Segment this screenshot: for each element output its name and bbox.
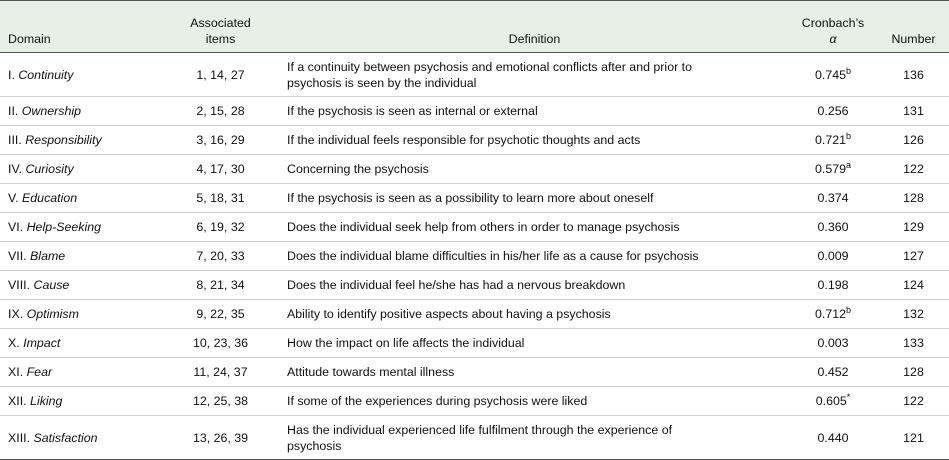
cell-definition xyxy=(273,213,796,242)
table-row xyxy=(0,271,949,300)
cell-definition xyxy=(273,329,796,358)
table-row xyxy=(0,358,949,387)
domain-numeral: VIII. xyxy=(8,278,31,292)
cell-definition xyxy=(273,242,796,271)
header-row xyxy=(0,1,949,53)
cell-cronbach-alpha xyxy=(796,329,870,358)
cell-domain xyxy=(0,416,168,460)
alpha-value: 0.452 xyxy=(817,365,849,379)
cell-number: 136 xyxy=(903,67,924,82)
cell-domain xyxy=(0,213,168,242)
cell-domain xyxy=(0,242,168,271)
alpha-value: 0.440 xyxy=(817,430,849,445)
cell-number: 122 xyxy=(903,394,924,408)
cell-associated-items: 12, 25, 38 xyxy=(192,394,249,408)
domain-numeral: V. xyxy=(8,191,19,205)
cell-number: 126 xyxy=(903,133,924,147)
definition-line: If the psychosis is seen as a possibility to learn more about oneself xyxy=(287,191,654,205)
cell-definition xyxy=(273,416,796,460)
cell-associated-items: 13, 26, 39 xyxy=(192,430,249,445)
cell-cronbach-alpha xyxy=(796,53,870,97)
cell-associated-items: 11, 24, 37 xyxy=(193,365,248,379)
header-cronbach-alpha: Cronbach’s α xyxy=(801,16,865,46)
cell-cronbach-alpha xyxy=(796,271,870,300)
cell-associated-items: 8, 21, 34 xyxy=(196,278,245,292)
cell-definition xyxy=(273,97,796,126)
domain-numeral: VII. xyxy=(8,249,27,263)
definition-line: Attitude towards mental illness xyxy=(287,365,455,379)
cell-definition xyxy=(273,387,796,416)
table-row xyxy=(0,300,949,329)
table-row xyxy=(0,53,949,97)
cell-cronbach-alpha xyxy=(796,213,870,242)
alpha-footnote-mark: b xyxy=(846,65,852,76)
cell-domain xyxy=(0,126,168,155)
cell-number: 122 xyxy=(903,162,924,176)
domain-name: Satisfaction xyxy=(33,430,98,445)
cell-cronbach-alpha xyxy=(796,126,870,155)
domain-numeral: XII. xyxy=(8,394,27,408)
alpha-footnote-mark: b xyxy=(846,131,852,141)
table-row xyxy=(0,329,949,358)
table-row xyxy=(0,387,949,416)
cell-definition xyxy=(273,184,796,213)
cell-definition xyxy=(273,300,796,329)
cell-domain xyxy=(0,358,168,387)
domain-numeral: VI. xyxy=(8,220,24,234)
cell-associated-items: 7, 20, 33 xyxy=(196,249,245,263)
domain-name: Cause xyxy=(33,278,70,292)
cell-associated-items: 6, 19, 32 xyxy=(196,220,245,234)
header-domain: Domain xyxy=(8,32,51,46)
cell-number: 127 xyxy=(903,249,924,263)
domain-name: Continuity xyxy=(18,67,74,82)
table-row xyxy=(0,97,949,126)
domain-name: Fear xyxy=(26,365,53,379)
domain-numeral: IX. xyxy=(8,307,24,321)
cell-associated-items: 2, 15, 28 xyxy=(196,104,245,118)
cell-cronbach-alpha xyxy=(796,416,870,460)
alpha-value: 0.009 xyxy=(817,249,849,263)
domain-name: Ownership xyxy=(21,104,82,118)
domain-name: Optimism xyxy=(26,307,79,321)
domain-numeral: IV. xyxy=(8,162,23,176)
cell-associated-items: 10, 23, 36 xyxy=(192,336,249,350)
alpha-value: 0.745 xyxy=(814,67,846,82)
domain-name: Impact xyxy=(23,336,61,350)
definition-line: Concerning the psychosis xyxy=(287,162,429,176)
cell-number: 124 xyxy=(903,278,924,292)
cell-associated-items: 4, 17, 30 xyxy=(196,162,245,176)
table-row xyxy=(0,416,949,460)
cell-domain xyxy=(0,155,168,184)
table-row xyxy=(0,184,949,213)
definition-line: psychosis xyxy=(287,438,342,453)
cell-cronbach-alpha xyxy=(796,155,870,184)
domain-name: Liking xyxy=(30,394,63,408)
table-row xyxy=(0,126,949,155)
cell-cronbach-alpha xyxy=(796,97,870,126)
cell-associated-items: 3, 16, 29 xyxy=(196,133,245,147)
domain-numeral: X. xyxy=(8,336,20,350)
alpha-footnote-mark: * xyxy=(846,392,851,402)
definition-line: How the impact on life affects the individual xyxy=(287,336,525,350)
alpha-value: 0.579 xyxy=(814,162,846,176)
cell-definition xyxy=(273,358,796,387)
definition-line: If some of the experiences during psychosis were liked xyxy=(287,394,588,408)
alpha-value: 0.003 xyxy=(817,336,849,350)
cell-number: 132 xyxy=(903,307,924,321)
definition-line: If a continuity between psychosis and emotional conflicts after and prior to xyxy=(287,59,692,74)
cell-domain xyxy=(0,271,168,300)
cell-domain xyxy=(0,184,168,213)
alpha-footnote-mark: b xyxy=(846,305,852,315)
domain-name: Education xyxy=(22,191,78,205)
definition-line: If the individual feels responsible for psychotic thoughts and acts xyxy=(287,133,641,147)
cell-cronbach-alpha xyxy=(796,387,870,416)
table-row xyxy=(0,155,949,184)
alpha-footnote-mark: a xyxy=(846,160,852,170)
definition-line: Does the individual seek help from others in order to manage psychosis xyxy=(287,220,680,234)
alpha-value: 0.712 xyxy=(814,307,846,321)
cell-definition xyxy=(273,155,796,184)
definition-line: psychosis is seen by the individual xyxy=(287,75,477,90)
cell-associated-items: 1, 14, 27 xyxy=(196,67,245,82)
domain-numeral: XI. xyxy=(8,365,24,379)
cell-number: 133 xyxy=(903,336,924,350)
definition-line: Does the individual blame difficulties in his/her life as a cause for psychosis xyxy=(287,249,699,263)
cell-cronbach-alpha xyxy=(796,300,870,329)
domain-name: Curiosity xyxy=(25,162,74,176)
cell-definition xyxy=(273,53,796,97)
cell-number: 121 xyxy=(903,430,924,445)
alpha-value: 0.605 xyxy=(815,394,847,408)
cell-cronbach-alpha xyxy=(796,184,870,213)
domain-numeral: II. xyxy=(8,104,19,118)
domain-numeral: XIII. xyxy=(8,430,31,445)
cell-domain xyxy=(0,329,168,358)
definition-line: If the psychosis is seen as internal or external xyxy=(287,104,538,118)
cell-number: 131 xyxy=(903,104,924,118)
cell-definition xyxy=(273,126,796,155)
definition-line: Has the individual experienced life fulfilment through the experience of xyxy=(287,422,673,437)
cell-cronbach-alpha xyxy=(796,358,870,387)
cell-associated-items: 5, 18, 31 xyxy=(196,191,245,205)
table-row xyxy=(0,213,949,242)
header-associated-items: Associated items xyxy=(190,16,251,46)
cell-domain xyxy=(0,53,168,97)
alpha-value: 0.374 xyxy=(817,191,849,205)
domain-numeral: III. xyxy=(8,133,22,147)
domain-name: Responsibility xyxy=(25,133,102,147)
domain-numeral: I. xyxy=(8,67,15,82)
table-row xyxy=(0,242,949,271)
alpha-value: 0.721 xyxy=(814,133,846,147)
cell-number: 129 xyxy=(903,220,924,234)
cell-definition xyxy=(273,271,796,300)
alpha-value: 0.256 xyxy=(817,104,849,118)
domain-name: Help-Seeking xyxy=(26,220,101,234)
cell-number: 128 xyxy=(903,191,924,205)
alpha-value: 0.360 xyxy=(817,220,849,234)
cell-domain xyxy=(0,387,168,416)
alpha-value: 0.198 xyxy=(817,278,849,292)
header-number: Number xyxy=(891,32,936,46)
cell-domain xyxy=(0,300,168,329)
cell-associated-items: 9, 22, 35 xyxy=(196,307,245,321)
domain-name: Blame xyxy=(30,249,66,263)
cell-cronbach-alpha xyxy=(796,242,870,271)
cell-domain xyxy=(0,97,168,126)
definition-line: Does the individual feel he/she has had a nervous breakdown xyxy=(287,278,626,292)
definition-line: Ability to identify positive aspects about having a psychosis xyxy=(287,307,611,321)
cell-number: 128 xyxy=(903,365,924,379)
header-definition: Definition xyxy=(508,32,561,46)
